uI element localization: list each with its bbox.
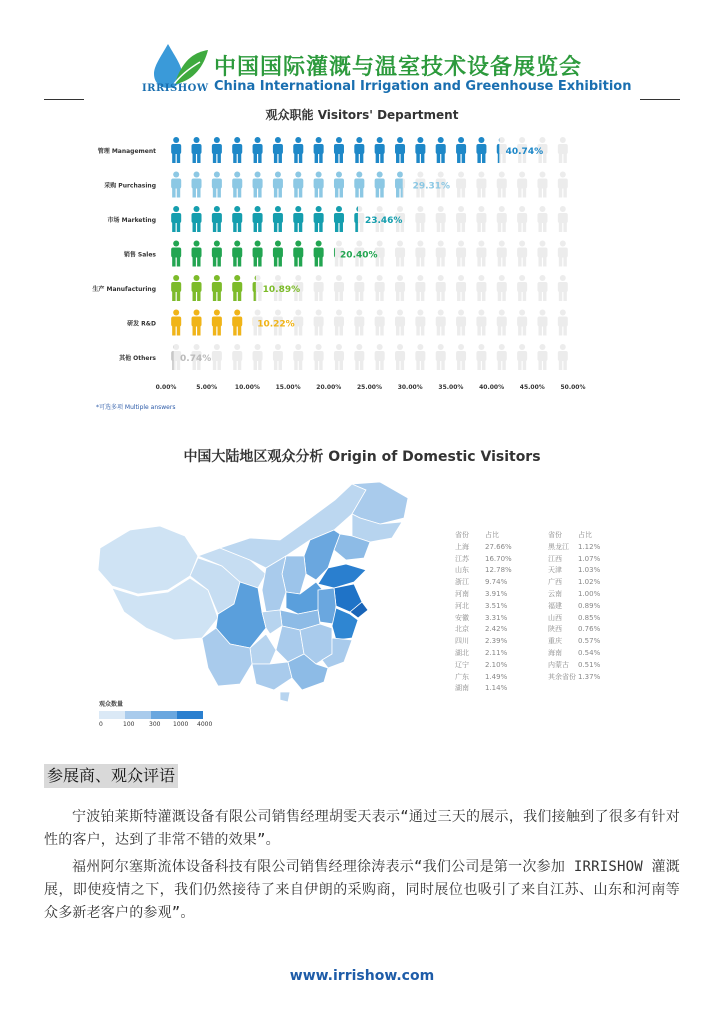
person-icon (192, 310, 202, 336)
province-share: 2.42% (485, 625, 508, 634)
table-row (455, 601, 521, 613)
person-icon (456, 344, 466, 370)
person-icon (476, 275, 486, 301)
person-icon (497, 206, 507, 232)
table-row (455, 554, 521, 566)
person-icon (354, 344, 364, 370)
person-icon (293, 206, 303, 232)
person-icon (517, 172, 527, 198)
table-row (455, 577, 521, 589)
province-name: 天津 (548, 566, 562, 575)
table-header (548, 530, 614, 542)
category-label: 生产 Manufacturing (92, 286, 156, 293)
table-row (455, 648, 521, 660)
value-label: 40.74% (505, 147, 544, 157)
province-share: 1.37% (578, 672, 601, 681)
province-share: 0.76% (578, 625, 601, 634)
value-label: 23.46% (364, 216, 403, 226)
province-name: 四川 (455, 637, 469, 646)
person-icon (314, 206, 324, 232)
person-icon (436, 310, 446, 336)
person-icon (537, 344, 547, 370)
category-label: 市场 Marketing (107, 217, 156, 224)
person-icon (273, 206, 283, 232)
table-row (455, 683, 521, 695)
person-icon (253, 241, 263, 267)
person-icon (334, 344, 344, 370)
person-icon (192, 241, 202, 267)
province-share: 1.14% (485, 684, 508, 693)
province-share: 2.11% (485, 648, 508, 657)
column-header: 占比 (578, 531, 592, 539)
x-tick-label: 30.00% (397, 384, 423, 391)
person-icon (415, 137, 425, 163)
person-icon (293, 137, 303, 163)
china-map (90, 478, 420, 703)
province-name: 湖南 (455, 684, 469, 693)
person-icon (354, 137, 364, 163)
legend-ticks (99, 719, 213, 729)
person-icon (395, 310, 405, 336)
person-icon (558, 241, 568, 267)
person-icon (212, 137, 222, 163)
category-label: 研发 R&D (127, 320, 156, 328)
person-icon (232, 172, 242, 198)
person-icon (476, 344, 486, 370)
visitors-department-chart (0, 95, 724, 405)
person-icon (334, 275, 344, 301)
table-row (455, 589, 521, 601)
column-header: 省份 (455, 531, 469, 539)
province-name: 江苏 (455, 554, 469, 563)
x-tick-label: 5.00% (196, 384, 218, 391)
person-icon (171, 310, 181, 336)
province-share: 1.00% (578, 589, 601, 598)
person-icon (253, 275, 263, 301)
province-name: 陕西 (548, 625, 562, 634)
province-share: 0.89% (578, 601, 601, 610)
person-icon (415, 344, 425, 370)
person-icon (436, 241, 446, 267)
table-row (548, 636, 614, 648)
table-row (455, 660, 521, 672)
person-icon (558, 344, 568, 370)
person-icon (212, 206, 222, 232)
comment-paragraph: 宁波铂莱斯特灌溉设备有限公司销售经理胡雯天表示“通过三天的展示，我们接触到了很多有针对性的客户，达到了非常不错的效果”。 (44, 809, 680, 848)
province-share: 0.51% (578, 660, 601, 669)
person-icon (354, 172, 364, 198)
person-icon (334, 172, 344, 198)
person-icon (273, 344, 283, 370)
person-icon (517, 241, 527, 267)
table-row (548, 624, 614, 636)
person-icon (192, 275, 202, 301)
person-icon (558, 310, 568, 336)
person-icon (537, 275, 547, 301)
value-label: 10.89% (262, 285, 301, 295)
person-icon (517, 206, 527, 232)
person-icon (212, 172, 222, 198)
table-row (548, 601, 614, 613)
person-icon (212, 344, 222, 370)
person-icon (334, 206, 344, 232)
map-region-chongqing (262, 610, 282, 634)
person-icon (497, 241, 507, 267)
person-icon (192, 137, 202, 163)
exhibition-title-en: China International Irrigation and Greenhouse Exhibition (214, 79, 632, 94)
person-icon (558, 172, 568, 198)
person-icon (212, 241, 222, 267)
person-icon (334, 137, 344, 163)
province-share: 16.70% (485, 554, 512, 563)
person-icon (456, 275, 466, 301)
province-name: 山西 (548, 613, 562, 622)
value-label: 29.31% (412, 181, 451, 192)
category-label: 其他 Others (119, 355, 156, 362)
person-icon (476, 206, 486, 232)
x-tick-label: 0.00% (155, 384, 177, 391)
province-name: 湖北 (455, 648, 469, 657)
person-icon (354, 206, 364, 232)
person-icon (314, 137, 324, 163)
person-icon (375, 344, 385, 370)
person-icon (192, 172, 202, 198)
province-share: 12.78% (485, 566, 512, 575)
section-heading: 参展商、观众评语 (44, 764, 178, 788)
person-icon (476, 137, 486, 163)
person-icon (232, 275, 242, 301)
person-icon (232, 137, 242, 163)
province-name: 广西 (548, 578, 562, 587)
table-row (548, 648, 614, 660)
person-icon (232, 310, 242, 336)
page-header (0, 0, 724, 105)
person-icon (314, 172, 324, 198)
person-icon (232, 206, 242, 232)
person-icon (476, 241, 486, 267)
value-label: 20.40% (340, 250, 378, 261)
province-share: 2.39% (485, 637, 508, 646)
category-label: 管理 Management (97, 148, 156, 155)
legend-label: 观众数量 (99, 701, 124, 708)
table-row (548, 565, 614, 577)
province-name: 云南 (548, 589, 562, 598)
person-icon (456, 241, 466, 267)
chart-title: 观众职能 Visitors' Department (265, 108, 459, 122)
person-icon (415, 241, 425, 267)
comment-paragraph: 福州阿尔塞斯流体设备科技有限公司销售经理徐涛表示“我们公司是第一次参加 IRRISHOW 灌溉展，即使疫情之下，我们仍然接待了来自伊朗的采购商，同时展位也吸引了来自江苏、山东和河南等众多新老客户的参观”。 (44, 859, 680, 921)
legend-tick: 1000 (173, 721, 189, 728)
person-icon (334, 310, 344, 336)
person-icon (293, 172, 303, 198)
table-row (455, 636, 521, 648)
person-icon (436, 344, 446, 370)
logo-text: IRRISHOW (142, 83, 209, 94)
person-icon (273, 137, 283, 163)
person-icon (497, 344, 507, 370)
table-row (455, 613, 521, 625)
person-icon (293, 241, 303, 267)
person-icon (171, 241, 181, 267)
person-icon (212, 275, 222, 301)
table-row (455, 542, 521, 554)
province-table-left (455, 530, 521, 695)
map-region-hainan (280, 692, 290, 702)
legend-tick: 100 (123, 721, 135, 728)
x-tick-label: 45.00% (519, 384, 545, 391)
table-row (548, 613, 614, 625)
map-legend (99, 699, 213, 729)
person-icon (395, 137, 405, 163)
table-row (548, 554, 614, 566)
column-header: 省份 (548, 531, 562, 539)
legend-color-bar (99, 711, 209, 719)
person-icon (293, 310, 303, 336)
province-name: 内蒙古 (548, 660, 569, 669)
person-icon (395, 241, 405, 267)
person-icon (456, 137, 466, 163)
domestic-visitors-title: 中国大陆地区观众分析 Origin of Domestic Visitors (183, 449, 541, 465)
value-label: 10.22% (257, 319, 295, 330)
x-tick-label: 10.00% (234, 384, 260, 391)
person-icon (497, 275, 507, 301)
person-icon (253, 344, 263, 370)
person-icon (314, 344, 324, 370)
category-label: 采购 Purchasing (104, 182, 156, 190)
province-name: 上海 (455, 542, 469, 551)
province-name: 浙江 (455, 578, 469, 587)
person-icon (395, 172, 405, 198)
person-icon (232, 344, 242, 370)
person-icon (171, 137, 181, 163)
person-icon (537, 241, 547, 267)
table-header (455, 530, 521, 542)
person-icon (375, 172, 385, 198)
footer-url: www.irrishow.com (289, 968, 435, 984)
table-row (455, 624, 521, 636)
x-tick-label: 50.00% (560, 384, 586, 391)
legend-tick: 0 (99, 721, 103, 728)
category-label: 销售 Sales (123, 251, 156, 259)
province-name: 辽宁 (455, 660, 469, 669)
person-icon (253, 172, 263, 198)
province-name: 安徽 (455, 613, 469, 622)
person-icon (395, 344, 405, 370)
person-icon (354, 310, 364, 336)
province-share: 0.85% (578, 613, 601, 622)
province-share: 3.31% (485, 613, 508, 622)
province-table-right (548, 530, 614, 683)
multiple-answers-note: *可选多项 Multiple answers (96, 404, 176, 411)
person-icon (537, 172, 547, 198)
table-row (548, 589, 614, 601)
person-icon (415, 206, 425, 232)
province-share: 3.51% (485, 601, 508, 610)
legend-tick: 300 (149, 721, 161, 728)
person-icon (558, 137, 568, 163)
person-icon (456, 206, 466, 232)
province-share: 2.10% (485, 660, 508, 669)
person-icon (517, 275, 527, 301)
person-icon (171, 275, 181, 301)
column-header: 占比 (485, 531, 499, 539)
province-name: 山东 (455, 566, 469, 575)
province-name: 福建 (548, 601, 562, 610)
person-icon (314, 310, 324, 336)
person-icon (415, 310, 425, 336)
person-icon (395, 275, 405, 301)
table-row (455, 565, 521, 577)
map-region-shanxi (282, 556, 306, 594)
province-name: 海南 (548, 648, 562, 657)
person-icon (171, 172, 181, 198)
person-icon (232, 241, 242, 267)
person-icon (314, 275, 324, 301)
province-share: 9.74% (485, 578, 508, 587)
province-name: 北京 (455, 625, 469, 634)
province-share: 0.54% (578, 648, 601, 657)
table-row (548, 672, 614, 684)
person-icon (436, 206, 446, 232)
person-icon (273, 241, 283, 267)
person-icon (456, 310, 466, 336)
person-icon (456, 172, 466, 198)
province-share: 1.03% (578, 566, 601, 575)
x-tick-label: 25.00% (357, 384, 382, 391)
person-icon (212, 310, 222, 336)
x-tick-label: 15.00% (275, 384, 301, 391)
person-icon (476, 310, 486, 336)
province-name: 河北 (455, 601, 469, 610)
person-icon (517, 310, 527, 336)
x-tick-label: 35.00% (438, 384, 464, 391)
province-name: 黑龙江 (548, 542, 569, 551)
province-share: 27.66% (485, 542, 512, 551)
province-name: 江西 (548, 554, 562, 563)
person-icon (273, 172, 283, 198)
exhibition-title-cn: 中国国际灌溉与温室技术设备展览会 (214, 55, 583, 80)
person-icon (537, 206, 547, 232)
value-label: 0.74% (180, 354, 212, 364)
province-share: 3.91% (485, 589, 508, 598)
x-tick-label: 40.00% (479, 384, 505, 391)
table-row (548, 577, 614, 589)
x-tick-label: 20.00% (316, 384, 342, 391)
person-icon (293, 344, 303, 370)
province-share: 1.07% (578, 554, 601, 563)
province-name: 重庆 (548, 637, 562, 646)
person-icon (314, 241, 324, 267)
table-row (548, 660, 614, 672)
person-icon (171, 206, 181, 232)
person-icon (537, 310, 547, 336)
person-icon (253, 137, 263, 163)
person-icon (375, 275, 385, 301)
province-share: 1.02% (578, 578, 601, 587)
person-icon (253, 206, 263, 232)
province-name: 广东 (455, 672, 469, 681)
person-icon (497, 172, 507, 198)
legend-tick: 4000 (197, 721, 213, 728)
person-icon (354, 275, 364, 301)
person-icon (436, 275, 446, 301)
table-row (548, 542, 614, 554)
province-name: 河南 (455, 589, 469, 598)
person-icon (476, 172, 486, 198)
person-icon (415, 275, 425, 301)
person-icon (375, 137, 385, 163)
province-name: 其余省份 (548, 672, 576, 681)
person-icon (558, 206, 568, 232)
person-icon (192, 206, 202, 232)
person-icon (436, 137, 446, 163)
table-row (455, 672, 521, 684)
person-icon (558, 275, 568, 301)
province-share: 1.49% (485, 672, 508, 681)
map-region-guangxi (252, 662, 292, 690)
province-share: 0.57% (578, 637, 601, 646)
person-icon (517, 344, 527, 370)
person-icon (497, 310, 507, 336)
province-share: 1.12% (578, 542, 601, 551)
person-icon (375, 310, 385, 336)
